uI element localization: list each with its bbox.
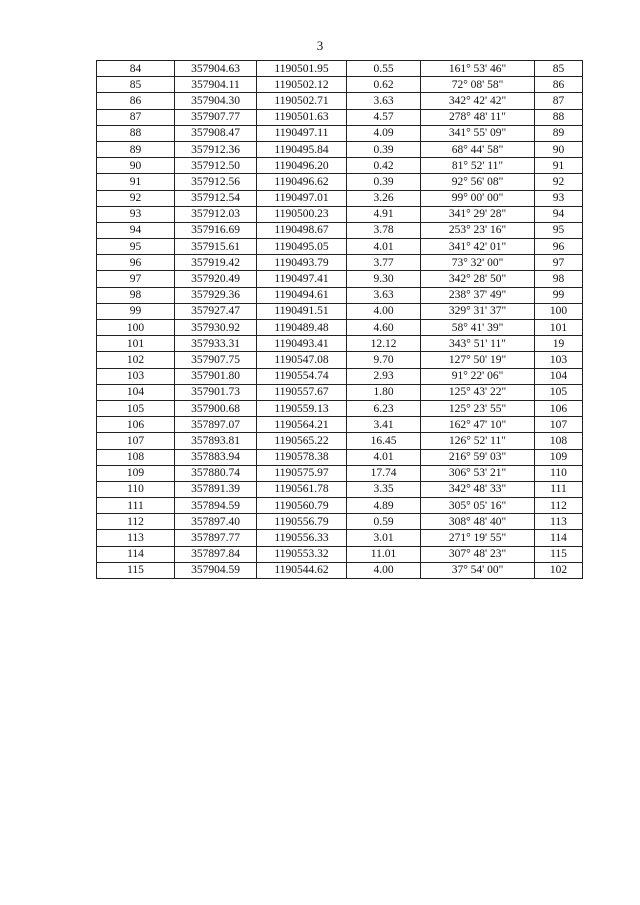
table-row: [97, 384, 583, 400]
bearing-cell: 81° 52' 11": [421, 158, 535, 174]
x-coordinate-cell: 357916.69: [175, 222, 257, 238]
point-number-cell: 95: [97, 239, 175, 255]
x-coordinate-cell: 357912.56: [175, 174, 257, 190]
distance-cell: 3.63: [347, 287, 421, 303]
bearing-cell: 305° 05' 16": [421, 498, 535, 514]
y-coordinate-cell: 1190497.11: [257, 125, 347, 141]
bearing-cell: 125° 23' 55": [421, 400, 535, 416]
x-coordinate-cell: 357912.54: [175, 190, 257, 206]
bearing-cell: 126° 52' 11": [421, 433, 535, 449]
distance-cell: 0.55: [347, 61, 421, 77]
y-coordinate-cell: 1190565.22: [257, 433, 347, 449]
distance-cell: 3.35: [347, 481, 421, 497]
point-number-cell: 94: [97, 222, 175, 238]
next-point-cell: 19: [535, 336, 583, 352]
distance-cell: 1.80: [347, 384, 421, 400]
point-number-cell: 113: [97, 530, 175, 546]
point-number-cell: 91: [97, 174, 175, 190]
table-row: [97, 400, 583, 416]
next-point-cell: 108: [535, 433, 583, 449]
table-row: [97, 77, 583, 93]
y-coordinate-cell: 1190502.71: [257, 93, 347, 109]
bearing-cell: 342° 42' 42": [421, 93, 535, 109]
coordinates-table-body: [97, 61, 583, 579]
point-number-cell: 85: [97, 77, 175, 93]
y-coordinate-cell: 1190578.38: [257, 449, 347, 465]
x-coordinate-cell: 357897.84: [175, 546, 257, 562]
bearing-cell: 68° 44' 58": [421, 141, 535, 157]
next-point-cell: 85: [535, 61, 583, 77]
distance-cell: 3.41: [347, 417, 421, 433]
y-coordinate-cell: 1190575.97: [257, 465, 347, 481]
y-coordinate-cell: 1190553.32: [257, 546, 347, 562]
x-coordinate-cell: 357912.36: [175, 141, 257, 157]
point-number-cell: 105: [97, 400, 175, 416]
x-coordinate-cell: 357894.59: [175, 498, 257, 514]
point-number-cell: 111: [97, 498, 175, 514]
next-point-cell: 97: [535, 255, 583, 271]
bearing-cell: 307° 48' 23": [421, 546, 535, 562]
y-coordinate-cell: 1190495.05: [257, 239, 347, 255]
bearing-cell: 125° 43' 22": [421, 384, 535, 400]
table-row: [97, 449, 583, 465]
distance-cell: 2.93: [347, 368, 421, 384]
table-row: [97, 417, 583, 433]
bearing-cell: 342° 28' 50": [421, 271, 535, 287]
bearing-cell: 238° 37' 49": [421, 287, 535, 303]
distance-cell: 4.01: [347, 239, 421, 255]
distance-cell: 0.39: [347, 141, 421, 157]
next-point-cell: 106: [535, 400, 583, 416]
x-coordinate-cell: 357912.03: [175, 206, 257, 222]
x-coordinate-cell: 357907.77: [175, 109, 257, 125]
point-number-cell: 115: [97, 562, 175, 578]
y-coordinate-cell: 1190501.63: [257, 109, 347, 125]
distance-cell: 4.91: [347, 206, 421, 222]
y-coordinate-cell: 1190493.79: [257, 255, 347, 271]
point-number-cell: 103: [97, 368, 175, 384]
table-row: [97, 61, 583, 77]
table-row: [97, 206, 583, 222]
y-coordinate-cell: 1190495.84: [257, 141, 347, 157]
distance-cell: 3.63: [347, 93, 421, 109]
next-point-cell: 92: [535, 174, 583, 190]
distance-cell: 4.09: [347, 125, 421, 141]
bearing-cell: 127° 50' 19": [421, 352, 535, 368]
x-coordinate-cell: 357933.31: [175, 336, 257, 352]
point-number-cell: 109: [97, 465, 175, 481]
next-point-cell: 101: [535, 320, 583, 336]
next-point-cell: 89: [535, 125, 583, 141]
next-point-cell: 114: [535, 530, 583, 546]
table-row: [97, 158, 583, 174]
next-point-cell: 86: [535, 77, 583, 93]
table-row: [97, 498, 583, 514]
x-coordinate-cell: 357929.36: [175, 287, 257, 303]
distance-cell: 17.74: [347, 465, 421, 481]
y-coordinate-cell: 1190497.01: [257, 190, 347, 206]
y-coordinate-cell: 1190556.79: [257, 514, 347, 530]
distance-cell: 12.12: [347, 336, 421, 352]
distance-cell: 11.01: [347, 546, 421, 562]
distance-cell: 3.01: [347, 530, 421, 546]
x-coordinate-cell: 357915.61: [175, 239, 257, 255]
point-number-cell: 112: [97, 514, 175, 530]
bearing-cell: 341° 29' 28": [421, 206, 535, 222]
bearing-cell: 341° 42' 01": [421, 239, 535, 255]
point-number-cell: 106: [97, 417, 175, 433]
next-point-cell: 104: [535, 368, 583, 384]
x-coordinate-cell: 357912.50: [175, 158, 257, 174]
page-number: 3: [316, 38, 324, 53]
next-point-cell: 105: [535, 384, 583, 400]
next-point-cell: 113: [535, 514, 583, 530]
table-row: [97, 562, 583, 578]
distance-cell: 4.57: [347, 109, 421, 125]
point-number-cell: 114: [97, 546, 175, 562]
bearing-cell: 216° 59' 03": [421, 449, 535, 465]
point-number-cell: 102: [97, 352, 175, 368]
distance-cell: 4.89: [347, 498, 421, 514]
table-row: [97, 303, 583, 319]
y-coordinate-cell: 1190544.62: [257, 562, 347, 578]
bearing-cell: 162° 47' 10": [421, 417, 535, 433]
x-coordinate-cell: 357901.80: [175, 368, 257, 384]
x-coordinate-cell: 357919.42: [175, 255, 257, 271]
next-point-cell: 95: [535, 222, 583, 238]
next-point-cell: 98: [535, 271, 583, 287]
bearing-cell: 343° 51' 11": [421, 336, 535, 352]
distance-cell: 0.62: [347, 77, 421, 93]
table-row: [97, 530, 583, 546]
distance-cell: 4.00: [347, 303, 421, 319]
point-number-cell: 104: [97, 384, 175, 400]
next-point-cell: 115: [535, 546, 583, 562]
distance-cell: 4.00: [347, 562, 421, 578]
next-point-cell: 88: [535, 109, 583, 125]
y-coordinate-cell: 1190564.21: [257, 417, 347, 433]
y-coordinate-cell: 1190559.13: [257, 400, 347, 416]
bearing-cell: 329° 31' 37": [421, 303, 535, 319]
x-coordinate-cell: 357908.47: [175, 125, 257, 141]
bearing-cell: 99° 00' 00": [421, 190, 535, 206]
point-number-cell: 88: [97, 125, 175, 141]
point-number-cell: 98: [97, 287, 175, 303]
y-coordinate-cell: 1190496.62: [257, 174, 347, 190]
next-point-cell: 90: [535, 141, 583, 157]
table-row: [97, 190, 583, 206]
bearing-cell: 308° 48' 40": [421, 514, 535, 530]
table-row: [97, 93, 583, 109]
point-number-cell: 86: [97, 93, 175, 109]
distance-cell: 4.01: [347, 449, 421, 465]
y-coordinate-cell: 1190498.67: [257, 222, 347, 238]
point-number-cell: 110: [97, 481, 175, 497]
table-row: [97, 239, 583, 255]
y-coordinate-cell: 1190502.12: [257, 77, 347, 93]
next-point-cell: 91: [535, 158, 583, 174]
table-row: [97, 546, 583, 562]
next-point-cell: 94: [535, 206, 583, 222]
bearing-cell: 73° 32' 00": [421, 255, 535, 271]
next-point-cell: 87: [535, 93, 583, 109]
y-coordinate-cell: 1190554.74: [257, 368, 347, 384]
point-number-cell: 99: [97, 303, 175, 319]
bearing-cell: 342° 48' 33": [421, 481, 535, 497]
x-coordinate-cell: 357883.94: [175, 449, 257, 465]
table-row: [97, 125, 583, 141]
table-row: [97, 352, 583, 368]
distance-cell: 9.30: [347, 271, 421, 287]
point-number-cell: 101: [97, 336, 175, 352]
table-row: [97, 336, 583, 352]
x-coordinate-cell: 357904.30: [175, 93, 257, 109]
table-row: [97, 287, 583, 303]
bearing-cell: 37° 54' 00": [421, 562, 535, 578]
table-row: [97, 141, 583, 157]
next-point-cell: 112: [535, 498, 583, 514]
y-coordinate-cell: 1190556.33: [257, 530, 347, 546]
y-coordinate-cell: 1190489.48: [257, 320, 347, 336]
table-row: [97, 368, 583, 384]
y-coordinate-cell: 1190561.78: [257, 481, 347, 497]
x-coordinate-cell: 357904.63: [175, 61, 257, 77]
point-number-cell: 89: [97, 141, 175, 157]
point-number-cell: 87: [97, 109, 175, 125]
distance-cell: 9.70: [347, 352, 421, 368]
next-point-cell: 96: [535, 239, 583, 255]
x-coordinate-cell: 357897.40: [175, 514, 257, 530]
x-coordinate-cell: 357907.75: [175, 352, 257, 368]
distance-cell: 0.59: [347, 514, 421, 530]
y-coordinate-cell: 1190496.20: [257, 158, 347, 174]
x-coordinate-cell: 357930.92: [175, 320, 257, 336]
distance-cell: 0.39: [347, 174, 421, 190]
next-point-cell: 107: [535, 417, 583, 433]
bearing-cell: 91° 22' 06": [421, 368, 535, 384]
x-coordinate-cell: 357880.74: [175, 465, 257, 481]
next-point-cell: 111: [535, 481, 583, 497]
table-row: [97, 514, 583, 530]
bearing-cell: 306° 53' 21": [421, 465, 535, 481]
x-coordinate-cell: 357904.59: [175, 562, 257, 578]
y-coordinate-cell: 1190557.67: [257, 384, 347, 400]
y-coordinate-cell: 1190560.79: [257, 498, 347, 514]
distance-cell: 3.78: [347, 222, 421, 238]
distance-cell: 0.42: [347, 158, 421, 174]
coordinates-table: [96, 60, 583, 579]
y-coordinate-cell: 1190493.41: [257, 336, 347, 352]
bearing-cell: 253° 23' 16": [421, 222, 535, 238]
x-coordinate-cell: 357920.49: [175, 271, 257, 287]
bearing-cell: 92° 56' 08": [421, 174, 535, 190]
next-point-cell: 100: [535, 303, 583, 319]
y-coordinate-cell: 1190494.61: [257, 287, 347, 303]
table-row: [97, 174, 583, 190]
table-row: [97, 320, 583, 336]
x-coordinate-cell: 357897.07: [175, 417, 257, 433]
y-coordinate-cell: 1190500.23: [257, 206, 347, 222]
y-coordinate-cell: 1190497.41: [257, 271, 347, 287]
point-number-cell: 90: [97, 158, 175, 174]
point-number-cell: 97: [97, 271, 175, 287]
table-row: [97, 255, 583, 271]
x-coordinate-cell: 357897.77: [175, 530, 257, 546]
next-point-cell: 109: [535, 449, 583, 465]
table-row: [97, 271, 583, 287]
x-coordinate-cell: 357927.47: [175, 303, 257, 319]
x-coordinate-cell: 357900.68: [175, 400, 257, 416]
bearing-cell: 58° 41' 39": [421, 320, 535, 336]
next-point-cell: 103: [535, 352, 583, 368]
next-point-cell: 110: [535, 465, 583, 481]
table-row: [97, 465, 583, 481]
point-number-cell: 96: [97, 255, 175, 271]
distance-cell: 16.45: [347, 433, 421, 449]
next-point-cell: 93: [535, 190, 583, 206]
table-row: [97, 222, 583, 238]
table-row: [97, 481, 583, 497]
bearing-cell: 341° 55' 09": [421, 125, 535, 141]
point-number-cell: 84: [97, 61, 175, 77]
distance-cell: 6.23: [347, 400, 421, 416]
x-coordinate-cell: 357891.39: [175, 481, 257, 497]
distance-cell: 4.60: [347, 320, 421, 336]
distance-cell: 3.77: [347, 255, 421, 271]
y-coordinate-cell: 1190547.08: [257, 352, 347, 368]
bearing-cell: 72° 08' 58": [421, 77, 535, 93]
y-coordinate-cell: 1190491.51: [257, 303, 347, 319]
point-number-cell: 92: [97, 190, 175, 206]
next-point-cell: 102: [535, 562, 583, 578]
next-point-cell: 99: [535, 287, 583, 303]
x-coordinate-cell: 357893.81: [175, 433, 257, 449]
bearing-cell: 271° 19' 55": [421, 530, 535, 546]
bearing-cell: 161° 53' 46": [421, 61, 535, 77]
x-coordinate-cell: 357901.73: [175, 384, 257, 400]
table-row: [97, 433, 583, 449]
table-row: [97, 109, 583, 125]
distance-cell: 3.26: [347, 190, 421, 206]
x-coordinate-cell: 357904.11: [175, 77, 257, 93]
point-number-cell: 93: [97, 206, 175, 222]
point-number-cell: 100: [97, 320, 175, 336]
bearing-cell: 278° 48' 11": [421, 109, 535, 125]
y-coordinate-cell: 1190501.95: [257, 61, 347, 77]
point-number-cell: 108: [97, 449, 175, 465]
point-number-cell: 107: [97, 433, 175, 449]
